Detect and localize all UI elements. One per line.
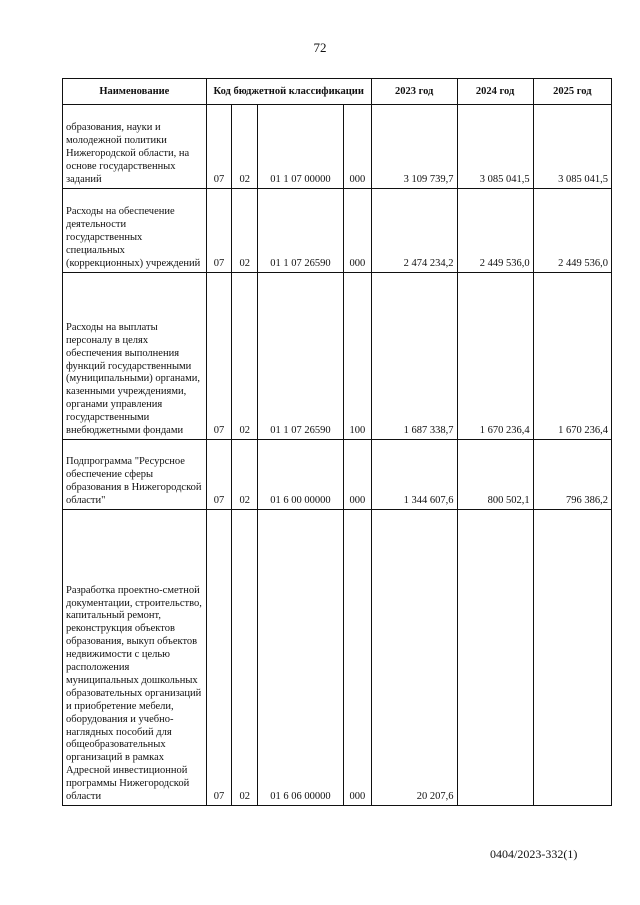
row-value-2023: 3 109 739,7 [371, 105, 457, 189]
row-subsection-code: 02 [232, 189, 258, 273]
row-expense-type: 000 [343, 105, 371, 189]
row-name: образования, науки и молодежной политики Нижегородской области, на основе государственных заданий [63, 105, 207, 189]
row-value-2025: 2 449 536,0 [533, 189, 611, 273]
row-value-2025: 1 670 236,4 [533, 273, 611, 440]
row-value-2024: 1 670 236,4 [457, 273, 533, 440]
row-name: Расходы на обеспечение деятельности государственных специальных (коррекционных) учреждений [63, 189, 207, 273]
row-expense-type: 100 [343, 273, 371, 440]
document-code: 0404/2023-332(1) [490, 847, 578, 861]
row-value-2024: 2 449 536,0 [457, 189, 533, 273]
row-name: Расходы на выплаты персоналу в целях обеспечения выполнения функций государственными (муниципальными) органами, казенными учреждениями, органами управления государственными внебюджетными фондами [63, 273, 207, 440]
row-value-2025: 3 085 041,5 [533, 105, 611, 189]
row-subsection-code: 02 [232, 440, 258, 510]
row-section-code: 07 [206, 273, 232, 440]
table-header-row [63, 79, 612, 105]
header-2025: 2025 год [533, 79, 611, 105]
row-target-code: 01 1 07 26590 [258, 273, 344, 440]
header-2023: 2023 год [371, 79, 457, 105]
row-value-2023: 1 687 338,7 [371, 273, 457, 440]
row-value-2024: 800 502,1 [457, 440, 533, 510]
table-row [63, 105, 612, 189]
table-row [63, 440, 612, 510]
row-target-code: 01 6 00 00000 [258, 440, 344, 510]
row-subsection-code: 02 [232, 273, 258, 440]
row-name: Разработка проектно-сметной документации, строительство, капитальный ремонт, реконструкция объектов образования, выкуп объектов недвижимости с целью расположения муниципальных дошкольных образовательных организаций и приобретение мебели, оборудования и учебно-наглядных пособий для общеобразовательных организаций в рамках Адресной инвестиционной программы Нижегородской области [63, 510, 207, 806]
budget-table [62, 78, 612, 806]
row-expense-type: 000 [343, 189, 371, 273]
row-subsection-code: 02 [232, 105, 258, 189]
row-subsection-code: 02 [232, 510, 258, 806]
row-value-2025: 796 386,2 [533, 440, 611, 510]
row-value-2023: 1 344 607,6 [371, 440, 457, 510]
row-section-code: 07 [206, 510, 232, 806]
row-section-code: 07 [206, 105, 232, 189]
header-code: Код бюджетной классификации [206, 79, 371, 105]
row-target-code: 01 6 06 00000 [258, 510, 344, 806]
row-value-2024: 3 085 041,5 [457, 105, 533, 189]
row-value-2024 [457, 510, 533, 806]
row-target-code: 01 1 07 26590 [258, 189, 344, 273]
table-row [63, 273, 612, 440]
table-row [63, 510, 612, 806]
row-value-2023: 2 474 234,2 [371, 189, 457, 273]
row-expense-type: 000 [343, 440, 371, 510]
row-section-code: 07 [206, 189, 232, 273]
page-number: 72 [313, 40, 327, 55]
header-2024: 2024 год [457, 79, 533, 105]
row-section-code: 07 [206, 440, 232, 510]
row-value-2025 [533, 510, 611, 806]
header-name: Наименование [63, 79, 207, 105]
table-row [63, 189, 612, 273]
row-value-2023: 20 207,6 [371, 510, 457, 806]
row-expense-type: 000 [343, 510, 371, 806]
row-target-code: 01 1 07 00000 [258, 105, 344, 189]
row-name: Подпрограмма "Ресурсное обеспечение сферы образования в Нижегородской области" [63, 440, 207, 510]
